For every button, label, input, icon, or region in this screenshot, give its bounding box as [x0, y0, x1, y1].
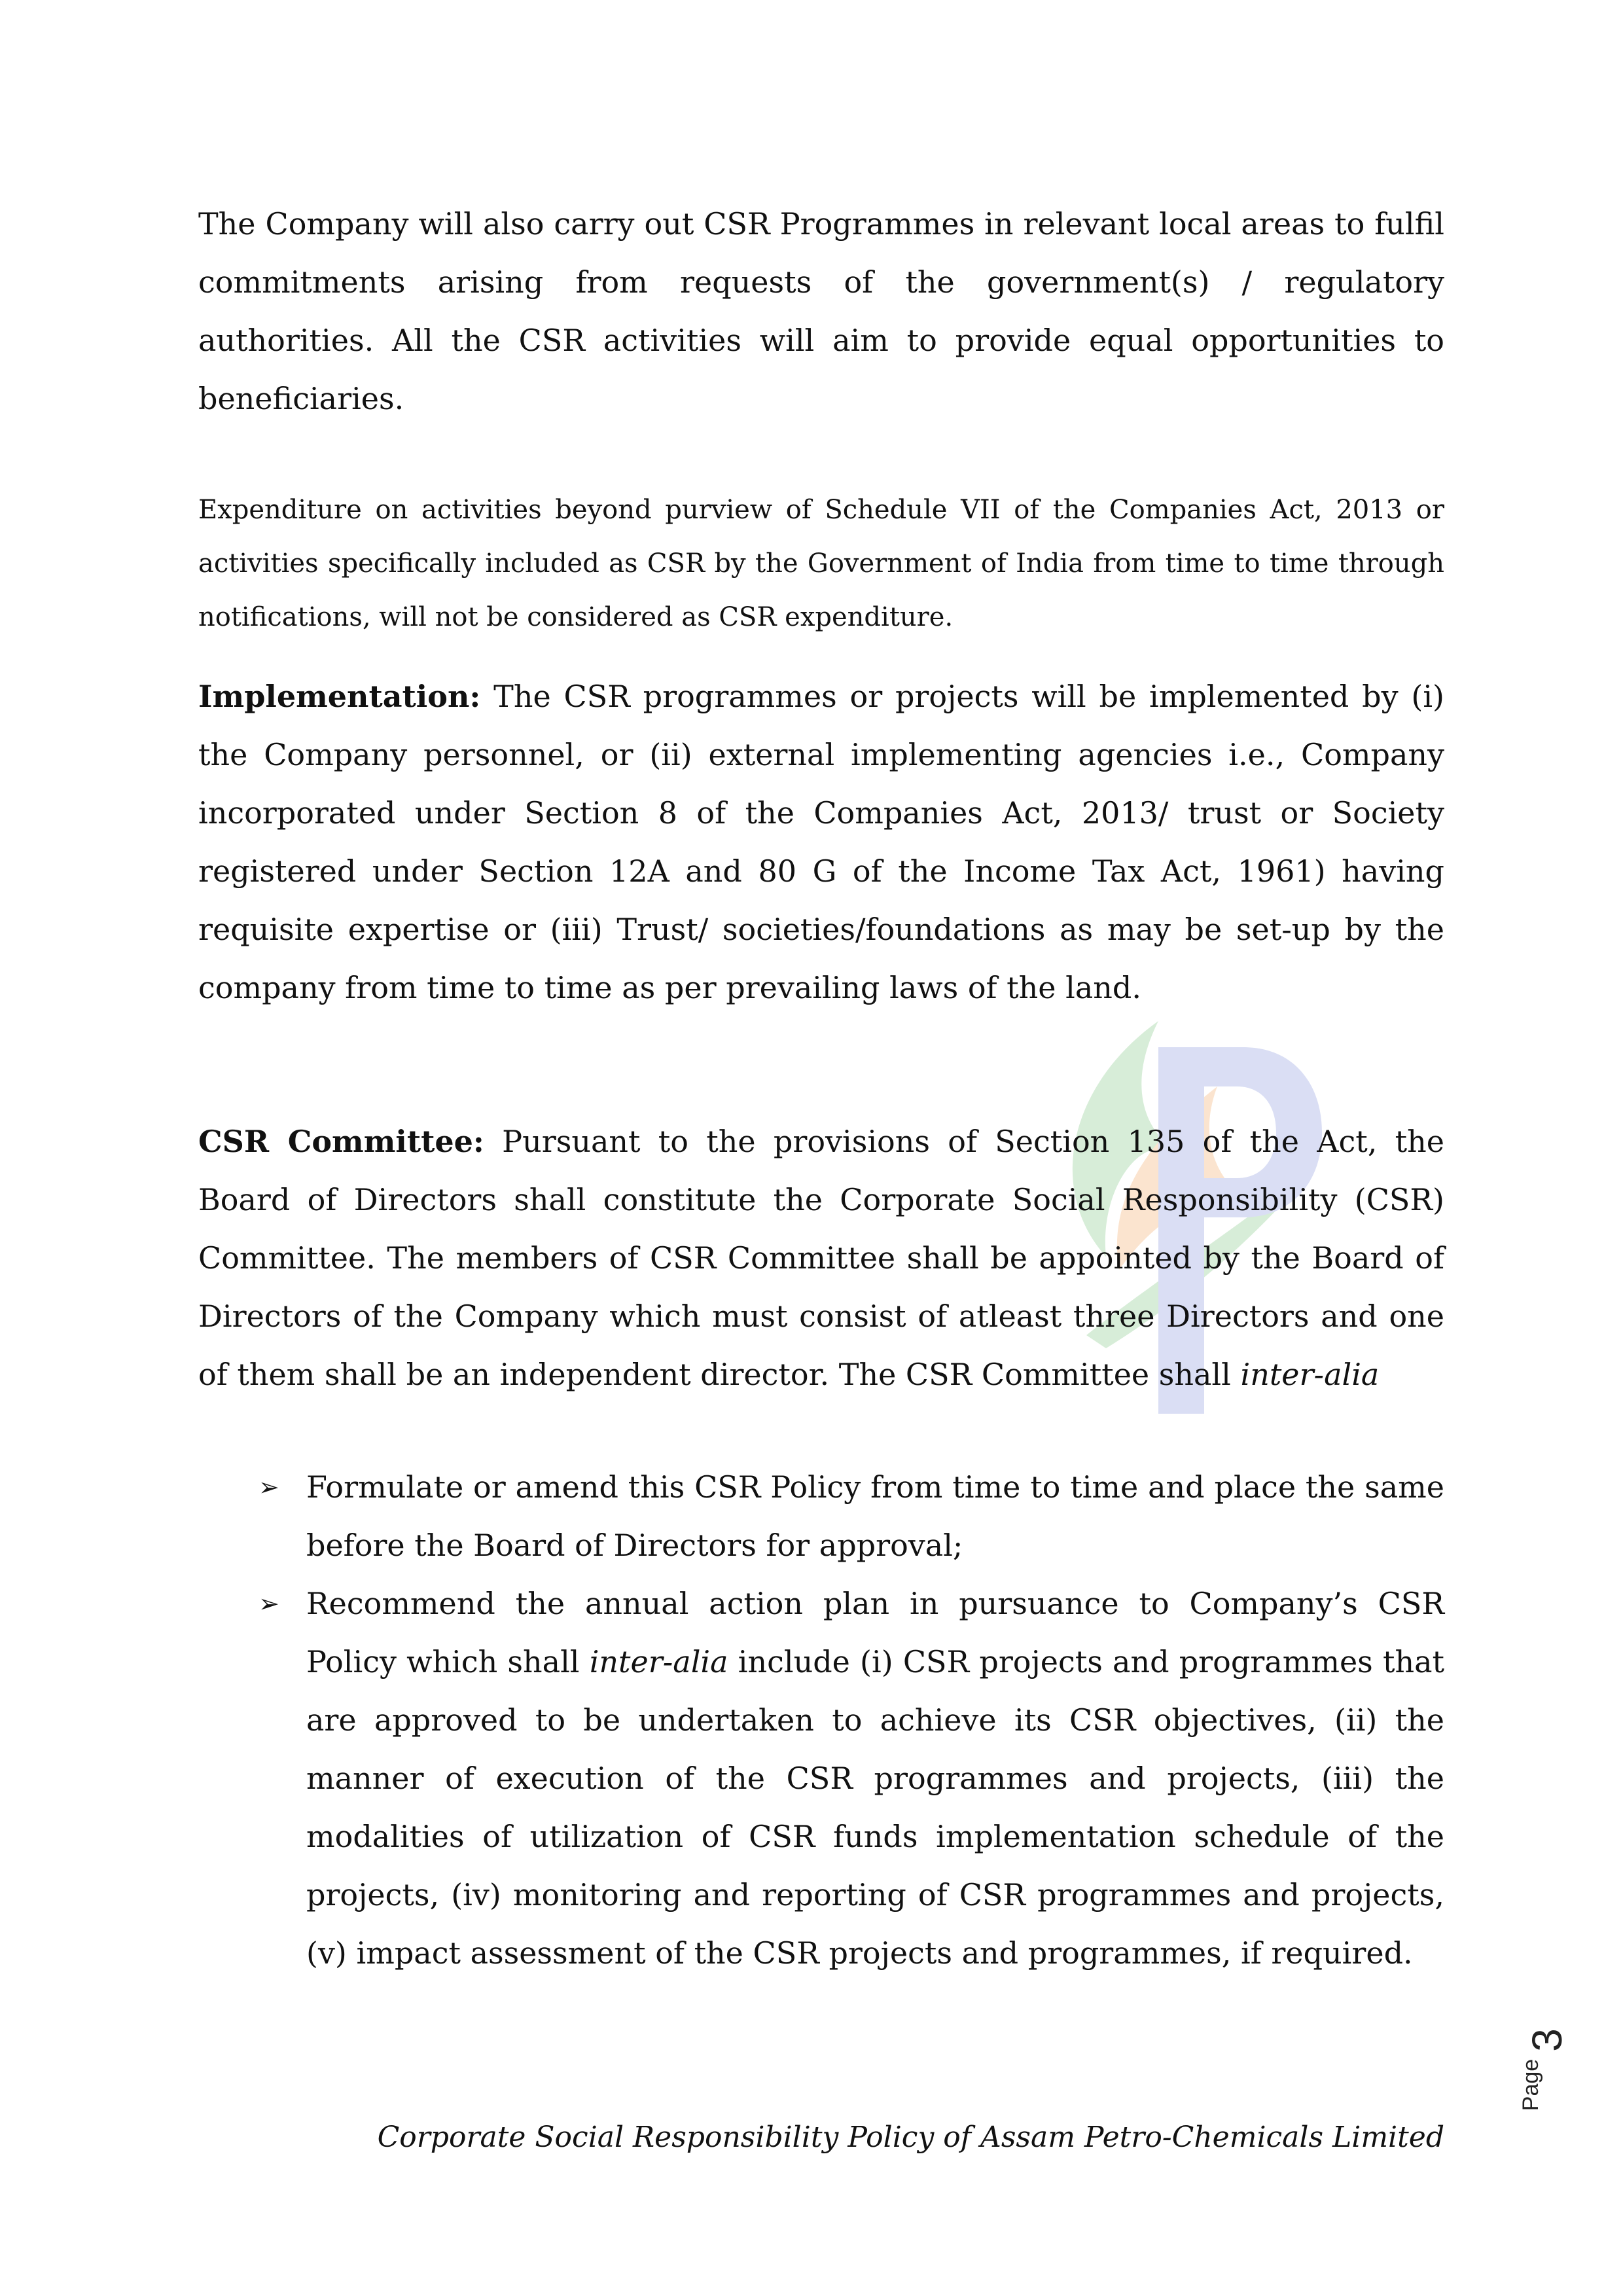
csr-committee-italic: inter-alia	[1240, 1357, 1380, 1392]
implementation-text: The CSR programmes or projects will be implemented by (i) the Company personnel, or (ii) external implementing agencies i.e., Company incorporated under Section 8 of the Companies Act, 2013/ trust or Society registered under Section 12A and 80 G of the Income Tax Act, 1961) having requisite expertise or (iii) Trust/ societies/foundations as may be set-up by the company from time to time as per prevailing laws of the land.	[198, 679, 1444, 1005]
arrow-bullet-icon: ➢	[259, 1473, 279, 1501]
csr-committee-text: Pursuant to the provisions of Section 135 of the Act, the Board of Directors shall constitute the Corporate Social Responsibility (CSR) Committee. The members of CSR Committee shall be appointed by the Board of Directors of the Company which must consist of atleast three Directors and one of them shall be an independent director. The CSR Committee shall	[198, 1124, 1445, 1392]
bullet-text-2b: include (i) CSR projects and programmes that are approved to be undertaken to achieve its CSR objectives, (ii) the manner of execution of the CSR programmes and projects, (iii) the modalities of utilization of CSR funds implementation schedule of the projects, (iv) monitoring and reporting of CSR programmes and projects, (v) impact assessment of the CSR projects and programmes, if required.	[306, 1644, 1444, 1971]
committee-duties-list	[198, 1458, 1444, 1982]
implementation-paragraph	[198, 668, 1444, 1017]
list-item	[198, 1458, 1444, 1575]
page-number-marker	[1513, 2016, 1592, 2121]
page-number: 3	[1523, 2028, 1571, 2052]
expenditure-paragraph: Expenditure on activities beyond purview of Schedule VII of the Companies Act, 2013 or activities specifically included as CSR by the Government of India from time to time through notifications, will not be considered as CSR expenditure.	[198, 495, 1444, 632]
bullet-text-2-italic: inter-alia	[589, 1644, 728, 1679]
page-label: Page	[1518, 2058, 1544, 2111]
document-footer: Corporate Social Responsibility Policy of Assam Petro-Chemicals Limited	[377, 2121, 1444, 2154]
bullet-text-2a: Recommend the annual action plan in pursuance to Company’s CSR Policy which shall	[306, 1586, 1444, 1679]
implementation-heading: Implementation:	[198, 679, 481, 714]
csr-committee-heading: CSR Committee:	[198, 1124, 484, 1159]
csr-committee-paragraph	[198, 1113, 1444, 1404]
intro-paragraph: The Company will also carry out CSR Programmes in relevant local areas to fulfil commitments arising from requests of the government(s) / regulatory authorities. All the CSR activities will aim to provide equal opportunities to beneficiaries.	[198, 206, 1444, 416]
list-item	[198, 1575, 1444, 1982]
bullet-text-1: Formulate or amend this CSR Policy from time to time and place the same before the Board of Directors for approval;	[306, 1469, 1444, 1563]
arrow-bullet-icon: ➢	[259, 1589, 279, 1618]
